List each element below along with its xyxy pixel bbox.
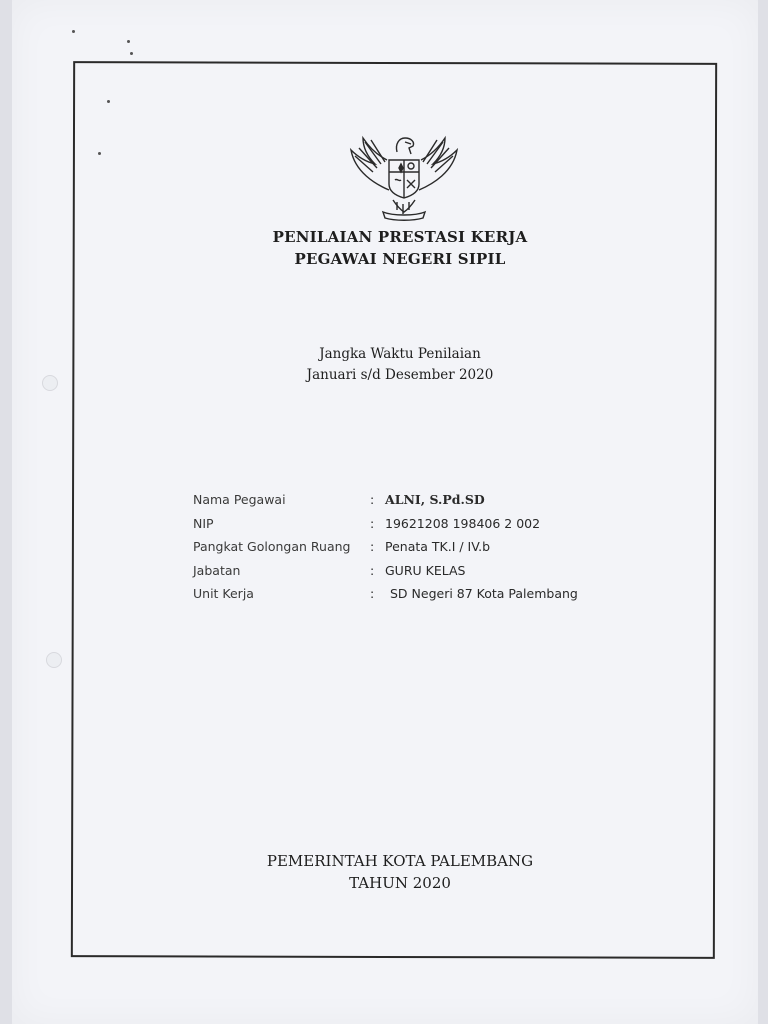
paper-speck	[130, 52, 133, 55]
field-separator: :	[370, 586, 375, 601]
paper-speck	[127, 40, 130, 43]
garuda-emblem-icon	[345, 128, 463, 222]
field-separator: :	[370, 539, 375, 554]
punch-hole	[46, 652, 62, 668]
field-separator: :	[370, 515, 375, 531]
document-title-line2: PEGAWAI NEGERI SIPIL	[294, 250, 506, 268]
field-label: Pangkat Golongan Ruang	[193, 539, 351, 554]
assessment-period-label: Jangka Waktu Penilaian	[319, 346, 481, 362]
government-name: PEMERINTAH KOTA PALEMBANG	[266, 852, 534, 870]
field-value: GURU KELAS	[385, 562, 466, 578]
field-label: Nama Pegawai	[193, 492, 286, 507]
field-separator: :	[370, 492, 375, 507]
paper-speck	[72, 30, 75, 33]
field-separator: :	[370, 562, 375, 578]
document-year: TAHUN 2020	[349, 874, 451, 892]
assessment-period-range: Januari s/d Desember 2020	[306, 367, 494, 383]
field-value: SD Negeri 87 Kota Palembang	[390, 586, 578, 601]
field-value: ALNI, S.Pd.SD	[385, 492, 485, 507]
field-value: 19621208 198406 2 002	[385, 515, 541, 531]
field-value: Penata TK.I / IV.b	[385, 539, 491, 554]
field-label: Jabatan	[193, 562, 241, 578]
document-title-line1: PENILAIAN PRESTASI KERJA	[272, 228, 528, 246]
field-label: Unit Kerja	[193, 586, 254, 601]
field-label: NIP	[193, 515, 214, 531]
